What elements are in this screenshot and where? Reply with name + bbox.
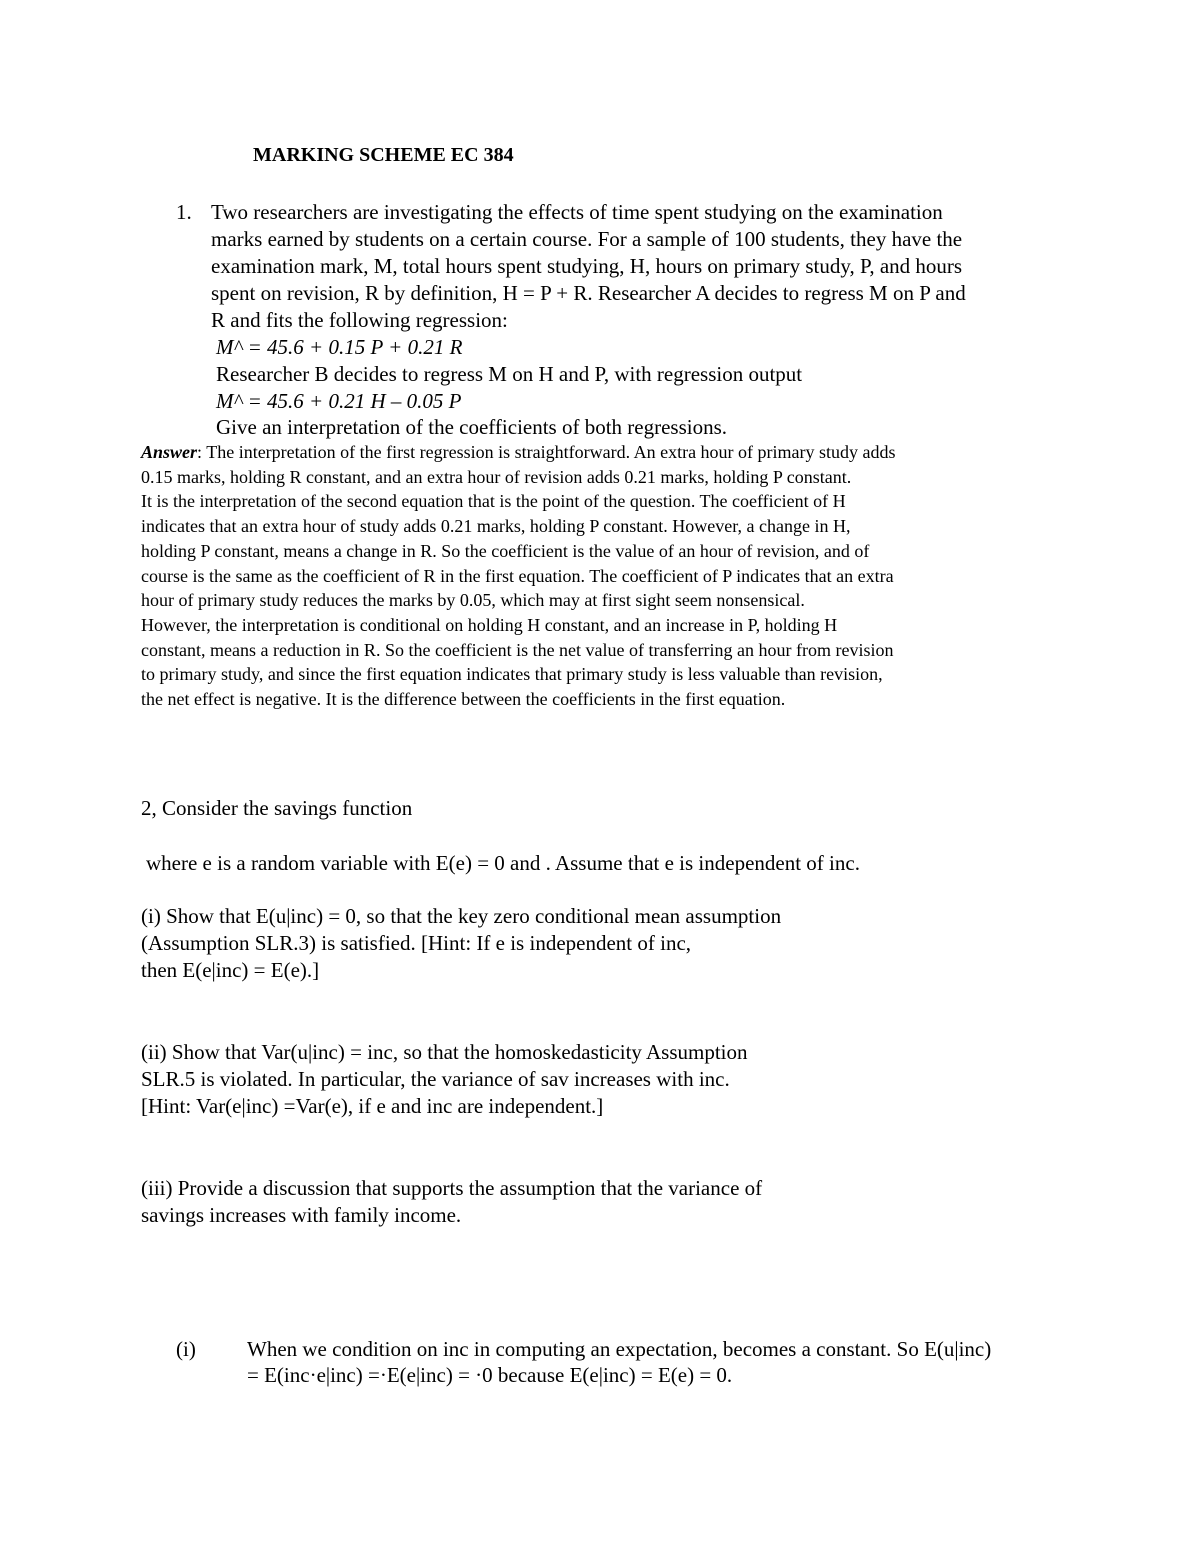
q1-line: examination mark, M, total hours spent studying, H, hours on primary study, P, and hours — [211, 254, 963, 278]
answer-line: indicates that an extra hour of study adds 0.21 marks, holding P constant. However, a change in H, — [141, 516, 851, 537]
q2-intro: where e is a random variable with E(e) = 0 and . Assume that e is independent of inc. — [146, 851, 860, 875]
q1-line: spent on revision, R by definition, H = P + R. Researcher A decides to regress M on P and — [211, 281, 966, 305]
answer-line: holding P constant, means a change in R. So the coefficient is the value of an hour of revision, and of — [141, 540, 870, 561]
answer-line: hour of primary study reduces the marks by 0.05, which may at first sight seem nonsensical. — [141, 590, 805, 611]
regression-a: M^ = 45.6 + 0.15 P + 0.21 R — [216, 335, 463, 359]
q2-part-ii: [Hint: Var(e|inc) =Var(e), if e and inc are independent.] — [141, 1094, 604, 1118]
answer-line: to primary study, and since the first equation indicates that primary study is less valuable than revision, — [141, 664, 883, 685]
q2-part-i: (i) Show that E(u|inc) = 0, so that the key zero conditional mean assumption — [141, 904, 782, 928]
answer-line: However, the interpretation is conditional on holding H constant, and an increase in P, holding H — [141, 614, 838, 635]
q2-part-ii: (ii) Show that Var(u|inc) = inc, so that the homoskedasticity Assumption — [141, 1040, 748, 1064]
q1-number: 1. — [176, 200, 192, 224]
q2-part-i: (Assumption SLR.3) is satisfied. [Hint: If e is independent of inc, — [141, 931, 692, 955]
q2-answer-i: When we condition on inc in computing an expectation, becomes a constant. So E(u|inc) — [247, 1337, 992, 1361]
answer-line: course is the same as the coefficient of R in the first equation. The coefficient of P indicates that an extra — [141, 565, 894, 586]
answer-line: 0.15 marks, holding R constant, and an extra hour of revision adds 0.21 marks, holding P constant. — [141, 466, 852, 487]
q1-line: Researcher B decides to regress M on H and P, with regression output — [216, 362, 803, 386]
q1-line: marks earned by students on a certain course. For a sample of 100 students, they have the — [211, 227, 963, 251]
answer-line: the net effect is negative. It is the difference between the coefficients in the first equation. — [141, 689, 786, 710]
q2-answer-i-label: (i) — [176, 1337, 196, 1361]
answer-line: constant, means a reduction in R. So the coefficient is the net value of transferring an hour from revision — [141, 639, 894, 660]
q2-heading: 2, Consider the savings function — [141, 796, 413, 820]
answer-line: It is the interpretation of the second equation that is the point of the question. The coefficient of H — [141, 491, 846, 512]
q1-line: R and fits the following regression: — [211, 308, 508, 332]
q1-line: Give an interpretation of the coefficients of both regressions. — [216, 415, 728, 439]
q1-line: Two researchers are investigating the effects of time spent studying on the examination — [211, 200, 943, 224]
q2-part-i: then E(e|inc) = E(e).] — [141, 958, 320, 982]
q1-answer — [141, 440, 1141, 712]
answer-label: Answer — [141, 442, 198, 462]
q2-part-iii: savings increases with family income. — [141, 1203, 462, 1227]
q2-part-ii: SLR.5 is violated. In particular, the variance of sav increases with inc. — [141, 1067, 730, 1091]
q2-answer-i: = E(inc·e|inc) =·E(e|inc) = ·0 because E(e|inc) = E(e) = 0. — [247, 1363, 733, 1387]
regression-b: M^ = 45.6 + 0.21 H – 0.05 P — [216, 389, 462, 413]
document-title: MARKING SCHEME EC 384 — [253, 144, 514, 166]
answer-line: Answer: The interpretation of the first regression is straightforward. An extra hour of primary study adds — [141, 442, 896, 462]
q2-part-iii: (iii) Provide a discussion that supports the assumption that the variance of — [141, 1176, 763, 1200]
